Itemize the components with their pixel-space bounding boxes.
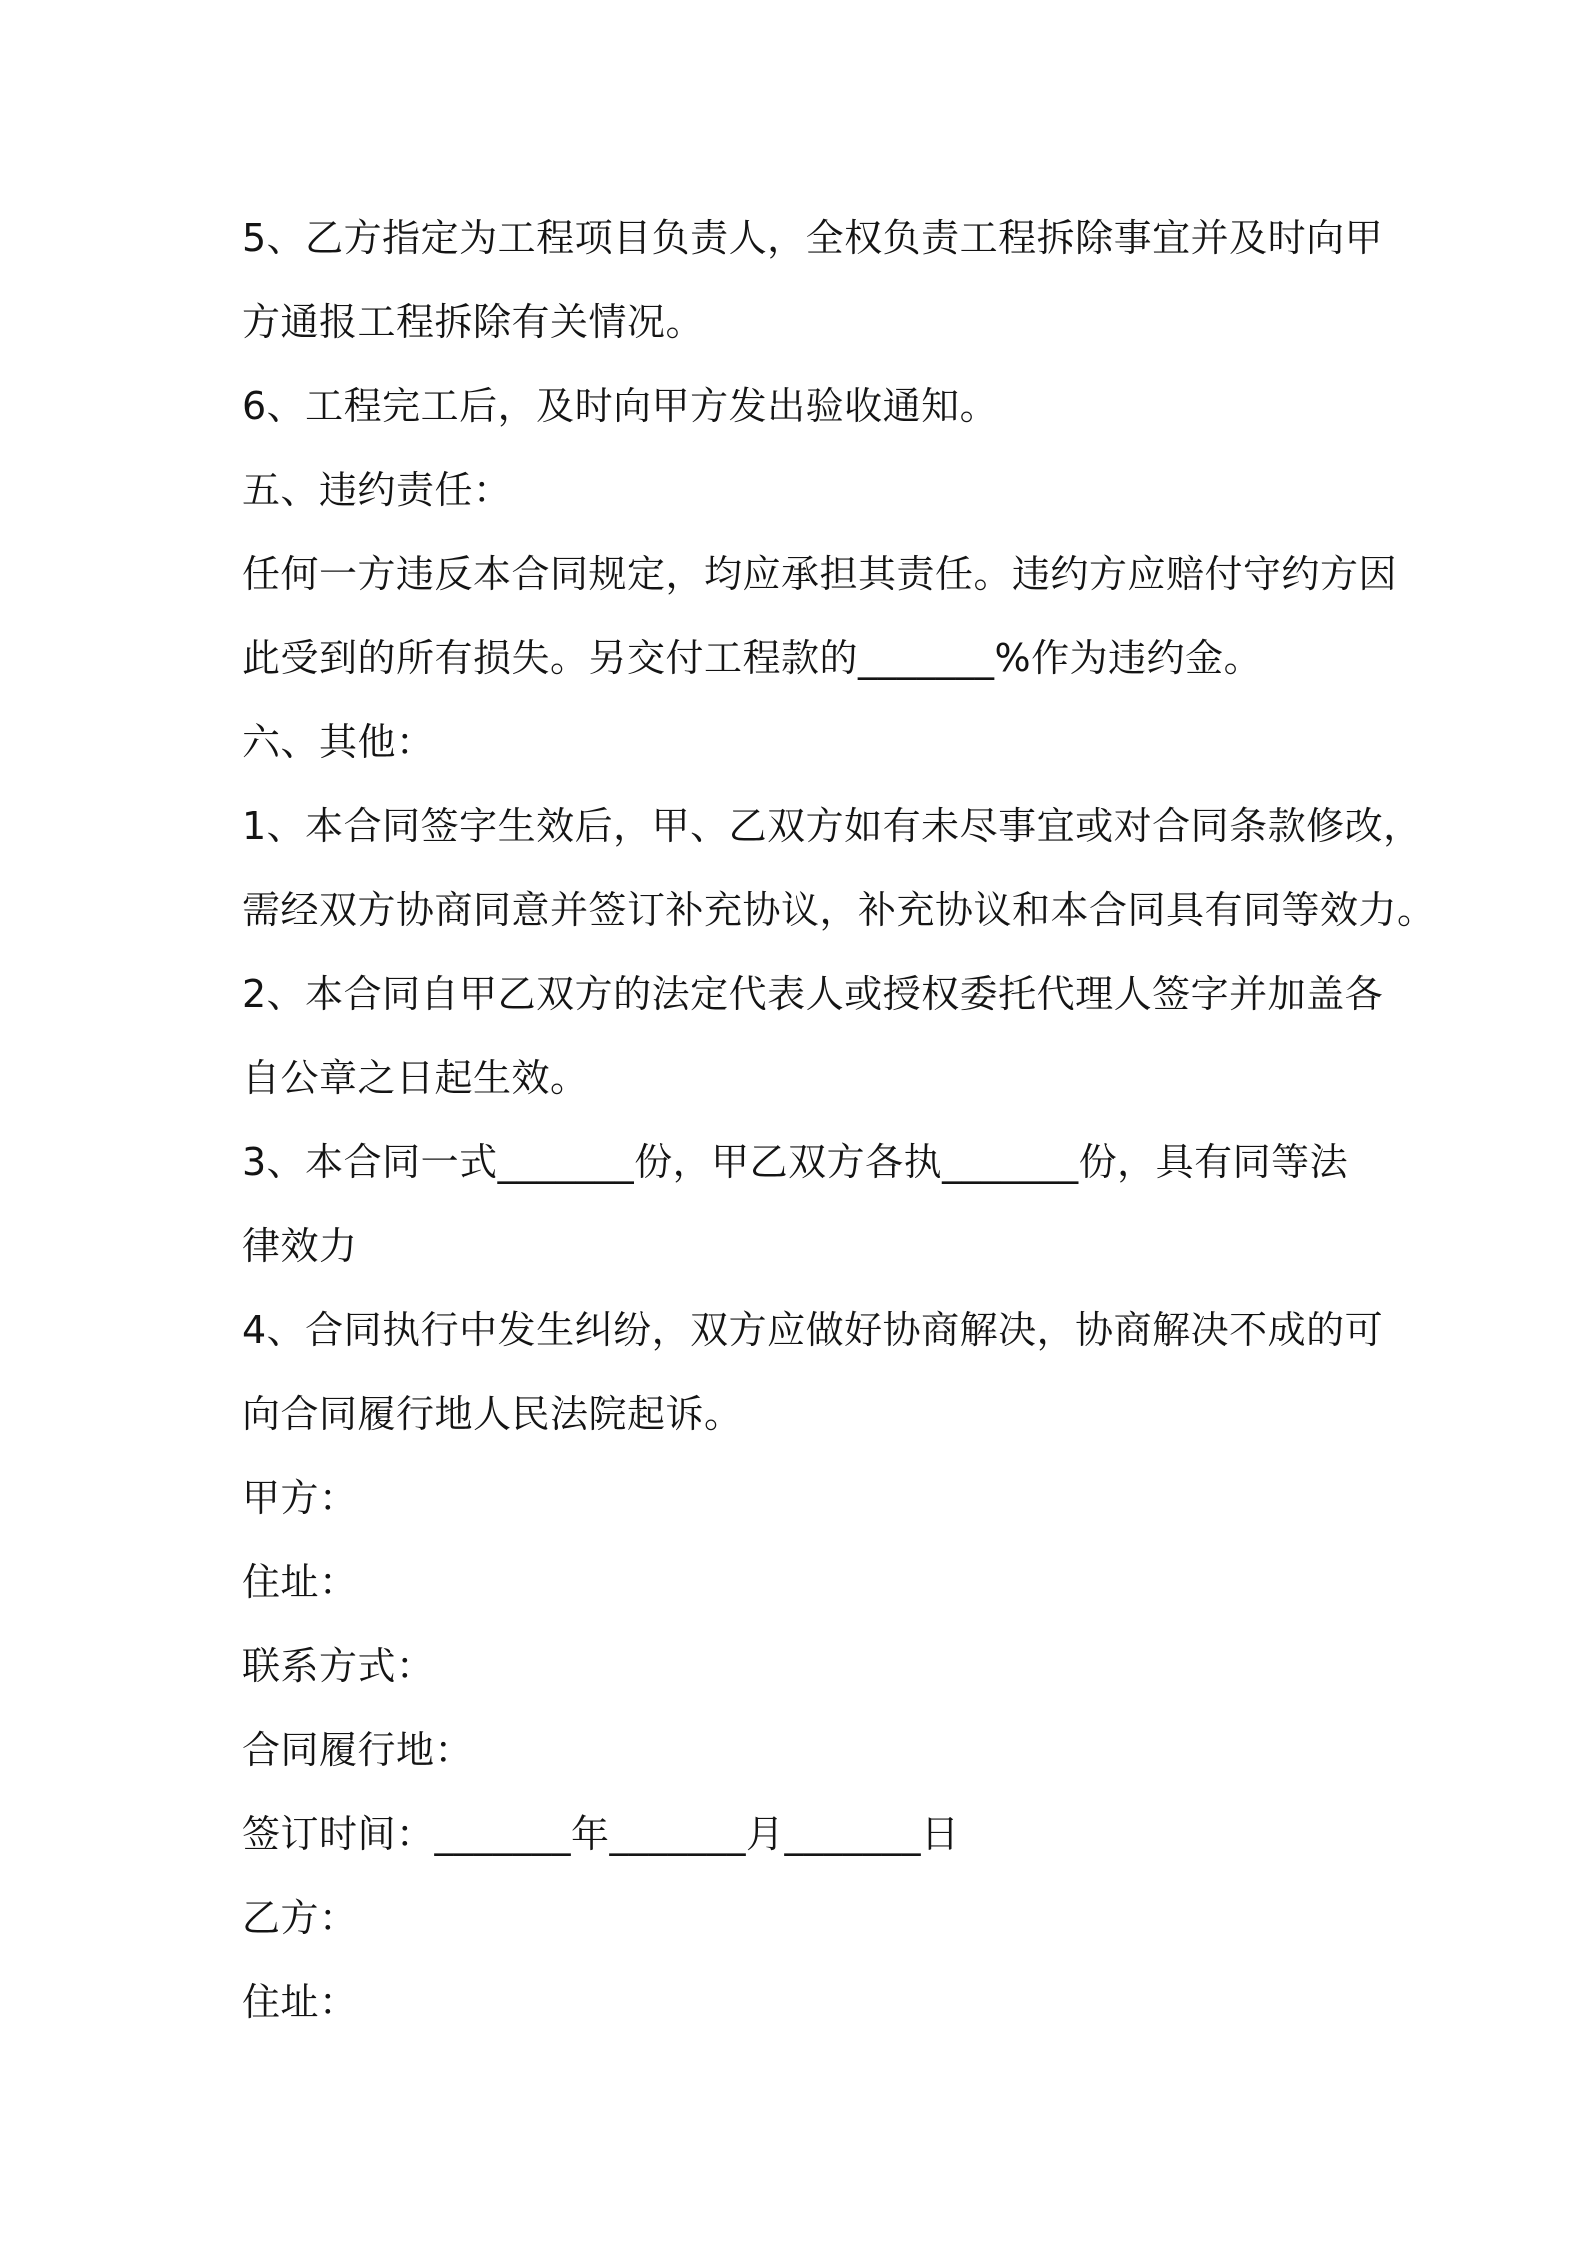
other-clause-3-line-1: 3、本合同一式_______份，甲乙双方各执_______份，具有同等法	[242, 1140, 1349, 1184]
other-clause-4-line-1: 4、合同执行中发生纠纷，双方应做好协商解决，协商解决不成的可	[242, 1308, 1384, 1352]
contract-performance-place-label: 合同履行地：	[242, 1728, 474, 1772]
party-a-contact-label: 联系方式：	[242, 1644, 435, 1688]
other-clause-2-line-1: 2、本合同自甲乙双方的法定代表人或授权委托代理人签字并加盖各	[242, 972, 1384, 1016]
breach-paragraph-line-2: 此受到的所有损失。另交付工程款的_______%作为违约金。	[242, 636, 1263, 680]
section-heading-other: 六、其他：	[242, 720, 435, 764]
other-clause-1-line-2: 需经双方协商同意并签订补充协议，补充协议和本合同具有同等效力。	[242, 888, 1436, 932]
party-b-address-label: 住址：	[242, 1980, 358, 2024]
signing-date-line: 签订时间：_______年_______月_______日	[242, 1812, 960, 1856]
party-a-label: 甲方：	[242, 1476, 358, 1520]
other-clause-4-line-2: 向合同履行地人民法院起诉。	[242, 1392, 743, 1436]
clause-5-line-1: 5、乙方指定为工程项目负责人，全权负责工程拆除事宜并及时向甲	[242, 216, 1384, 260]
document-body	[242, 196, 1436, 2044]
other-clause-1-line-1: 1、本合同签字生效后，甲、乙双方如有未尽事宜或对合同条款修改，	[242, 804, 1422, 848]
other-clause-2-line-2: 自公章之日起生效。	[242, 1056, 589, 1100]
party-b-label: 乙方：	[242, 1896, 358, 1940]
clause-6: 6、工程完工后，及时向甲方发出验收通知。	[242, 384, 999, 428]
clause-5-line-2: 方通报工程拆除有关情况。	[242, 300, 705, 344]
other-clause-3-line-2: 律效力	[242, 1224, 358, 1268]
party-a-address-label: 住址：	[242, 1560, 358, 1604]
breach-paragraph-line-1: 任何一方违反本合同规定，均应承担其责任。违约方应赔付守约方因	[242, 552, 1398, 596]
section-heading-breach-liability: 五、违约责任：	[242, 468, 512, 512]
